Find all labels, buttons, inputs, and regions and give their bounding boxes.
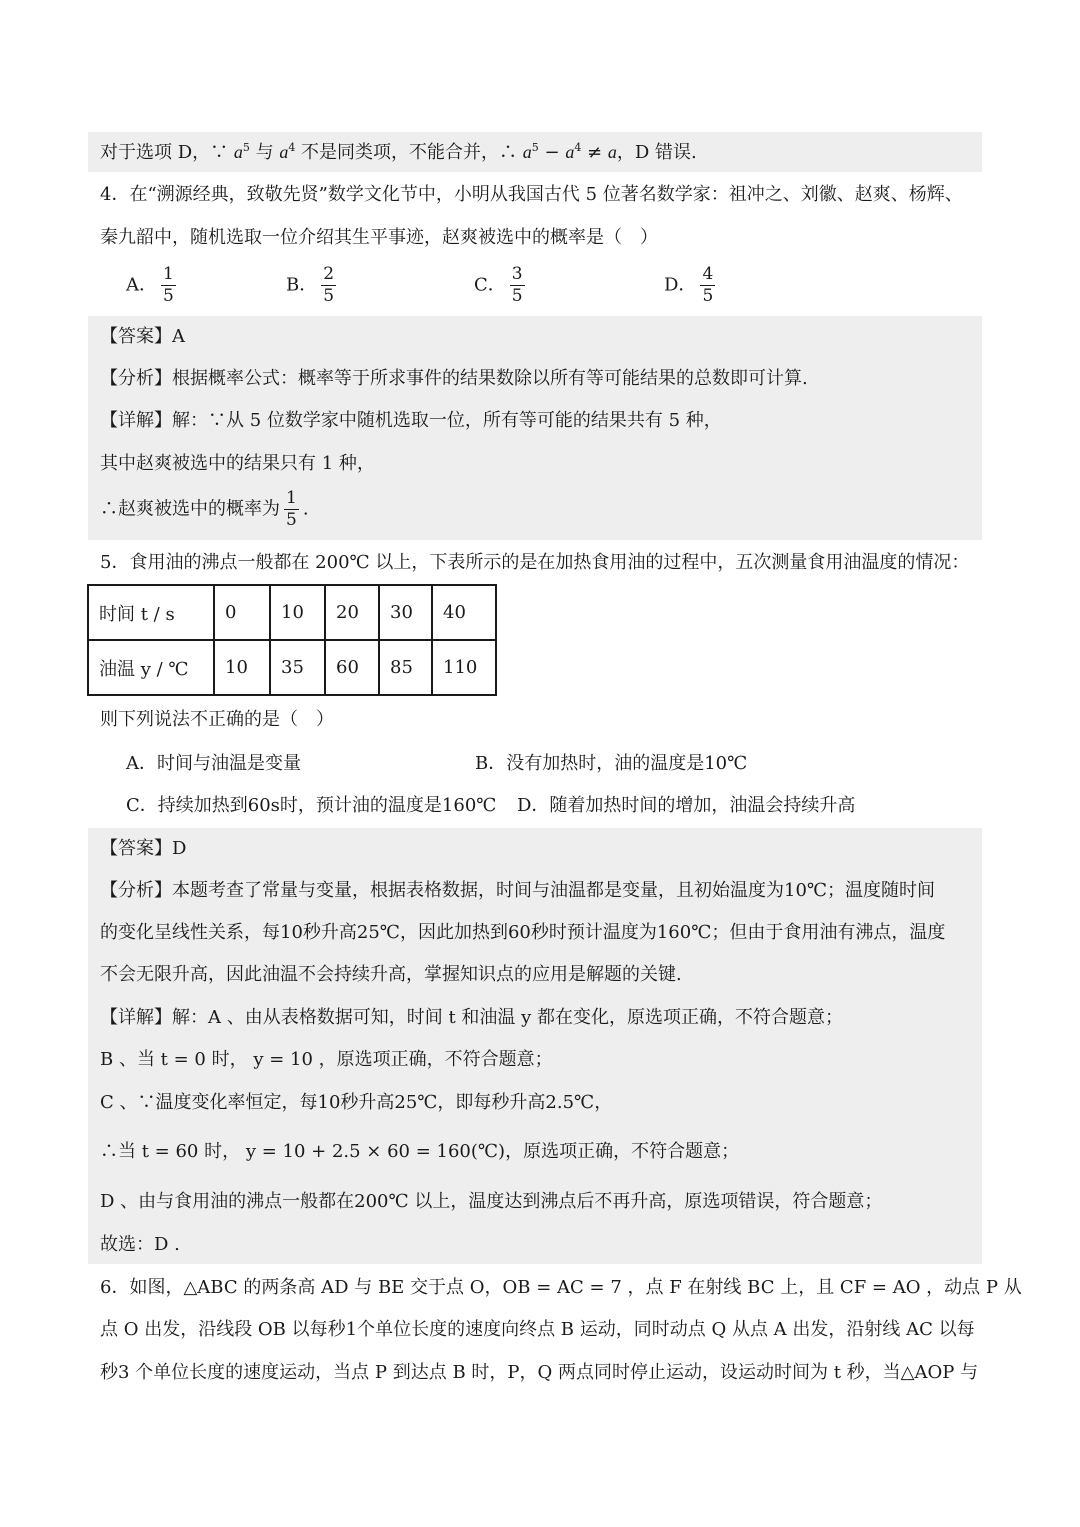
q5-detail-2: B 、当 t = 0 时， y = 10 ，原选项正确，不符合题意； [100, 1049, 553, 1070]
q5-analysis-2: 的变化呈线性关系，每10秒升高25℃，因此加热到60秒时预计温度为160℃；但由于食用油有沸点，温度 [100, 922, 946, 943]
q4-detail-1: 【详解】解：∵从 5 位数学家中随机选取一位，所有等可能的结果共有 5 种， [100, 410, 722, 431]
table-cell: 35 [270, 640, 325, 695]
q5-detail-1: 【详解】解：A 、由从表格数据可知，时间 t 和油温 y 都在变化，原选项正确，不符合题意； [100, 1007, 844, 1028]
q5-question: 则下列说法不正确的是（ ） [100, 709, 334, 730]
temperature-table [87, 584, 497, 696]
q4-line-1: 4．在“溯源经典，致敬先贤”数学文化节中，小明从我国古代 5 位著名数学家：祖冲之、刘徽、赵爽、杨辉、 [100, 184, 963, 205]
q5-detail-3: C 、∵温度变化率恒定，每10秒升高25℃，即每秒升高2.5℃， [100, 1092, 613, 1113]
q5-analysis-1: 【分析】本题考查了常量与变量，根据表格数据，时间与油温都是变量，且初始温度为10℃；温度随时间 [100, 880, 936, 901]
q6-line-1: 6．如图，△ABC 的两条高 AD 与 BE 交于点 O，OB = AC = 7 ，点 F 在射线 BC 上，且 CF = AO ，动点 P 从 [100, 1277, 1022, 1298]
q5-option-a: A．时间与油温是变量 [126, 753, 301, 774]
q4-detail-3: ∴赵爽被选中的概率为 $\frac{1}{5}$ . [100, 488, 309, 530]
q6-line-3: 秒3 个单位长度的速度运动，当点 P 到达点 B 时，P，Q 两点同时停止运动，设运动时间为 t 秒，当△AOP 与 [100, 1362, 979, 1383]
q4-line-2: 秦九韶中，随机选取一位介绍其生平事迹，赵爽被选中的概率是（ ） [100, 227, 658, 248]
q4-analysis: 【分析】根据概率公式：概率等于所求事件的结果数除以所有等可能结果的总数即可计算. [100, 368, 808, 389]
option-d-note: 对于选项 D，∵ $a^5$ 与 $a^4$ 不是同类项，不能合并，∴ $a^5 - a^4 \ne a$，D 错误. [100, 141, 697, 163]
q5-line-1: 5．食用油的沸点一般都在 200℃ 以上，下表所示的是在加热食用油的过程中，五次测量食用油温度的情况： [100, 552, 970, 573]
q4-option-c: C． $\frac{3}{5}$ [474, 264, 523, 306]
table-row [88, 585, 496, 640]
table-cell: 110 [432, 640, 496, 695]
table-cell: 20 [325, 585, 379, 640]
q5-answer: 【答案】D [100, 838, 187, 859]
q4-answer: 【答案】A [100, 326, 185, 347]
q4-option-a: A． $\frac{1}{5}$ [126, 264, 174, 306]
q5-option-b: B．没有加热时，油的温度是10℃ [475, 753, 748, 774]
table-cell: 0 [214, 585, 270, 640]
table-row-label: 时间 t / s [88, 585, 214, 640]
table-cell: 30 [379, 585, 432, 640]
q5-analysis-3: 不会无限升高，因此油温不会持续升高，掌握知识点的应用是解题的关键. [100, 964, 682, 985]
table-row-label: 油温 y / ℃ [88, 640, 214, 695]
table-cell: 10 [214, 640, 270, 695]
table-row [88, 640, 496, 695]
q5-option-c: C．持续加热到60s时，预计油的温度是160℃ [126, 795, 497, 816]
table-cell: 60 [325, 640, 379, 695]
q5-detail-5: D 、由与食用油的沸点一般都在200℃ 以上，温度达到沸点后不再升高，原选项错误，符合题意； [100, 1191, 883, 1212]
table-cell: 10 [270, 585, 325, 640]
q4-option-b: B． $\frac{2}{5}$ [286, 264, 335, 306]
q4-option-d: D． $\frac{4}{5}$ [664, 264, 714, 306]
q5-detail-6: 故选：D . [100, 1234, 180, 1255]
q4-detail-2: 其中赵爽被选中的结果只有 1 种， [100, 453, 375, 474]
table-cell: 85 [379, 640, 432, 695]
q6-line-2: 点 O 出发，沿线段 OB 以每秒1个单位长度的速度向终点 B 运动，同时动点 Q 从点 A 出发，沿射线 AC 以每 [100, 1319, 975, 1340]
q5-option-d: D．随着加热时间的增加，油温会持续升高 [517, 795, 856, 816]
q5-detail-4: ∴当 t = 60 时， y = 10 + 2.5 × 60 = 160(℃)，原选项正确，不符合题意； [100, 1141, 740, 1162]
table-cell: 40 [432, 585, 496, 640]
